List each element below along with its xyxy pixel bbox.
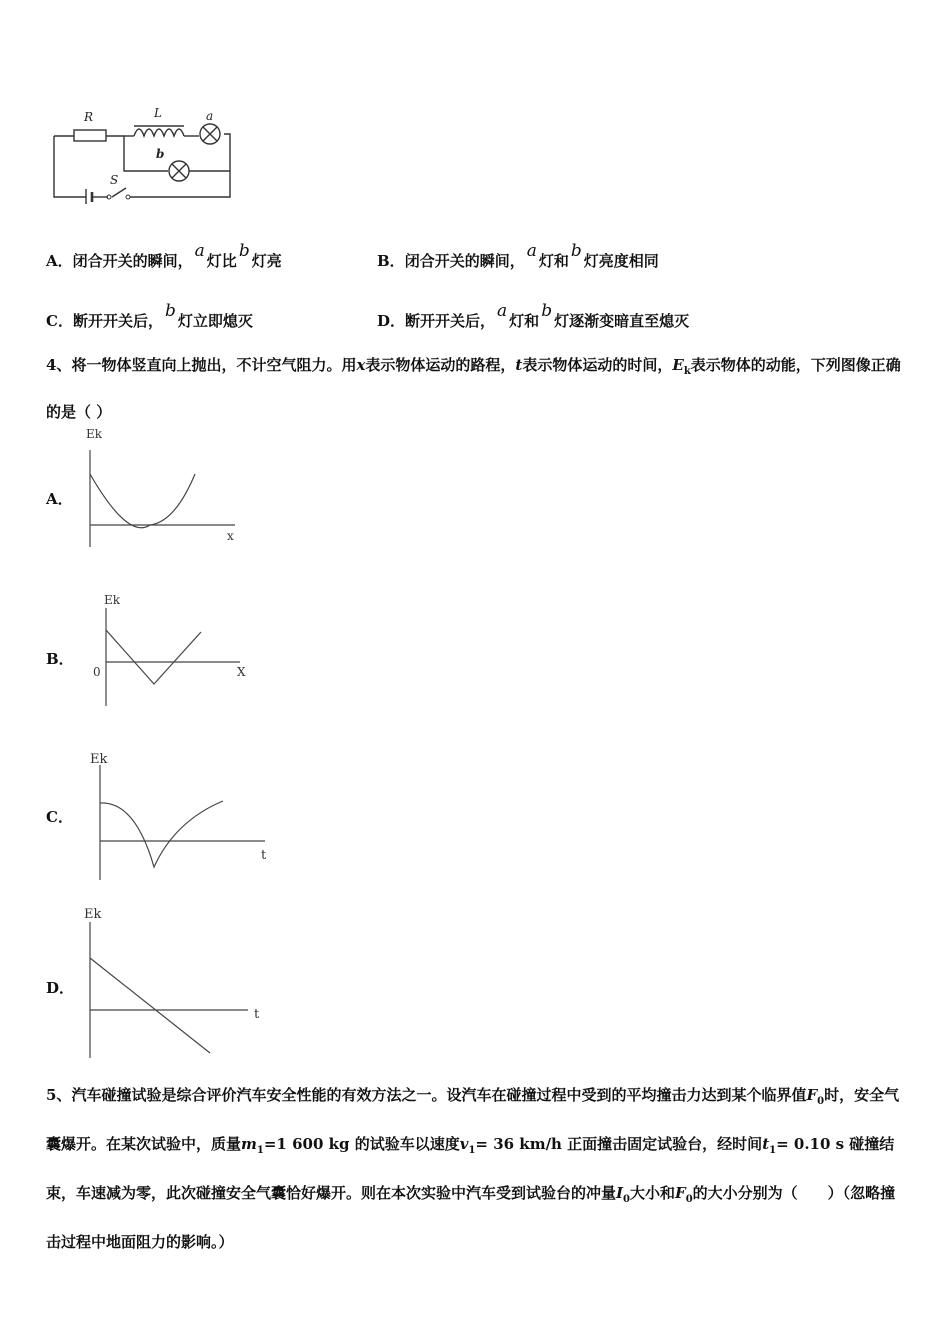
graph-b-curve [106, 630, 201, 684]
q4-option-b-label[interactable]: B． [46, 650, 74, 668]
q4-option-d-label[interactable]: D． [46, 979, 75, 997]
question-5-stem: 5、汽车碰撞试验是综合评价汽车安全性能的有效方法之一。设汽车在碰撞过程中受到的平均撞击力达到某个临界值$F_0$时，安全气囊爆开。在某次试验中，质量$m_1=1$ 600 kg 的试验车以速度$v_1= 36$ km/h 正面撞击固定试验台，经时间$t_1= 0.10$ s 碰撞结束，车速减为零，此次碰撞安全气囊恰好爆开。则在本次实验中汽车受到试验台的冲量$I_0$大小和$F_0$的大小分别为（ ）（忽略撞击过程中地面阻力的影响。） [46, 1086, 900, 1251]
graph-c [80, 745, 280, 885]
graph-c-curve [100, 801, 223, 867]
graph-a [80, 422, 250, 552]
q3-option-b[interactable]: B．闭合开关的瞬间， a 灯和 b 灯亮度相同 [377, 241, 659, 270]
graph-a-ylabel: Ek [86, 427, 103, 441]
q3-option-c[interactable]: C．断开开关后， b 灯立即熄灭 [46, 301, 253, 330]
graph-b-origin: 0 [93, 665, 101, 679]
q4-option-c-label[interactable]: C． [46, 808, 73, 826]
q3-option-d[interactable]: D．断开开关后， a 灯和 b 灯逐渐变暗直至熄灭 [377, 301, 690, 330]
label-s: S [110, 173, 119, 187]
graph-d-ylabel: Ek [84, 907, 102, 922]
graph-b-ylabel: Ek [104, 593, 121, 607]
question-4-stem: 4、将一物体竖直向上抛出，不计空气阻力。用x表示物体运动的路程，t表示物体运动的时间，$E_k$表示物体的动能，下列图像正确的是（ ） [46, 356, 901, 421]
graph-d [80, 900, 280, 1060]
graph-d-curve [90, 958, 210, 1053]
graph-c-ylabel: Ek [90, 752, 108, 767]
graph-b-xlabel: X [237, 665, 246, 679]
q3-option-a[interactable]: A．闭合开关的瞬间， a 灯比 b 灯亮 [46, 241, 282, 270]
graph-a-curve [90, 474, 195, 528]
graph-d-xlabel: t [254, 1007, 260, 1022]
label-b: b [156, 147, 165, 161]
q4-option-a-label[interactable]: A． [46, 490, 73, 508]
graph-a-xlabel: x [227, 529, 234, 543]
circuit-diagram [44, 104, 244, 204]
label-l: L [154, 106, 162, 120]
label-r: R [84, 110, 94, 124]
graph-c-xlabel: t [261, 848, 267, 863]
label-a: a [206, 109, 214, 123]
graph-b [80, 586, 260, 711]
